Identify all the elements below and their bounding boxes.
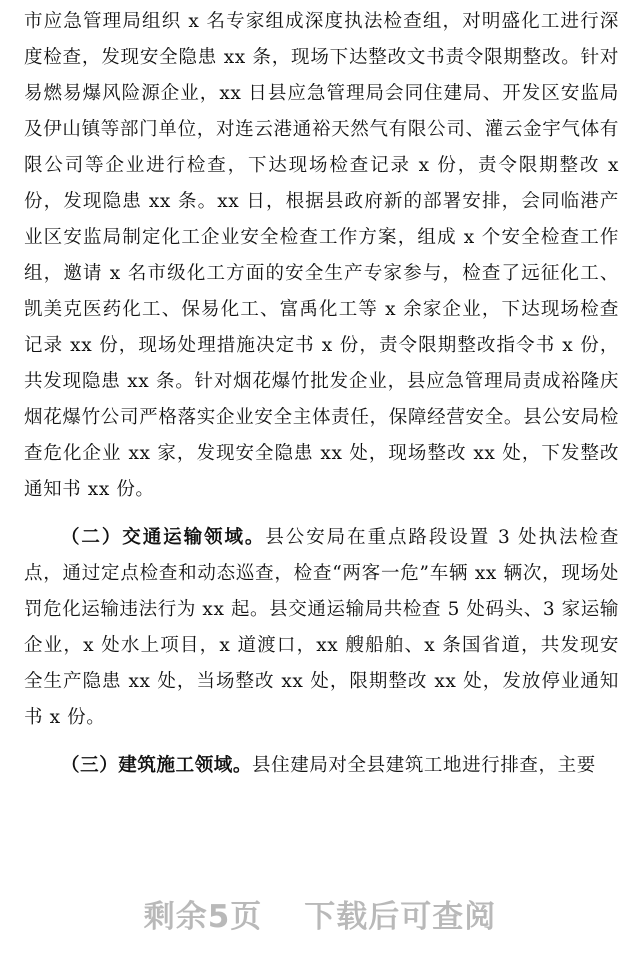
- remaining-pages-label: 剩余5页: [143, 898, 263, 935]
- download-prompt-label[interactable]: 下载后可查阅: [304, 898, 497, 935]
- paragraph-hazardous-chemicals: 市应急管理局组织 x 名专家组成深度执法检查组，对明盛化工进行深度检查，发现安全隐患 xx 条，现场下达整改文书责令限期整改。针对易燃易爆风险源企业，xx 日县应急管理局会同住建局、开发区安监局及伊山镇等部门单位，对连云港通裕天然气有限公司、灌云金宇气体有限公司等企业进行检查，下达现场检查记录 x 份，责令限期整改 x 份，发现隐患 xx 条。xx 日，根据县政府新的部署安排，会同临港产业区安监局制定化工企业安全检查工作方案，组成 x 个安全检查工作组，邀请 x 名市级化工方面的安全生产专家参与，检查了远征化工、凯美克医药化工、保易化工、富禹化工等 x 余家企业，下达现场检查记录 xx 份，现场处理措施决定书 x 份，责令限期整改指令书 x 份，共发现隐患 xx 条。针对烟花爆竹批发企业，县应急管理局责成裕隆庆烟花爆竹公司严格落实企业安全主体责任，保障经营安全。县公安局检查危化企业 xx 家，发现安全隐患 xx 处，现场整改 xx 处，下发整改通知书 xx 份。: [24, 11, 619, 500]
- section-heading-construction: （三）建筑施工领域。: [61, 755, 253, 776]
- section-body-transportation: 县公安局在重点路段设置 3 处执法检查点，通过定点检查和动态巡查，检查“两客一危”车辆 xx 辆次，现场处罚危化运输违法行为 xx 起。县交通运输局共检查 5 处码头、3 家运输企业，x 处水上项目，x 道渡口，xx 艘船舶、x 条国省道，共发现安全生产隐患 xx 处，当场整改 xx 处，限期整改 xx 处，发放停业通知书 x 份。: [24, 527, 619, 728]
- document-body: [24, 4, 619, 784]
- paragraph-transportation: [24, 520, 619, 736]
- section-heading-transportation: （二）交通运输领域。: [61, 527, 266, 548]
- paragraph-construction: [24, 748, 619, 784]
- download-banner[interactable]: [0, 885, 640, 941]
- section-body-construction: 县住建局对全县建筑工地进行排查，主要: [252, 755, 596, 776]
